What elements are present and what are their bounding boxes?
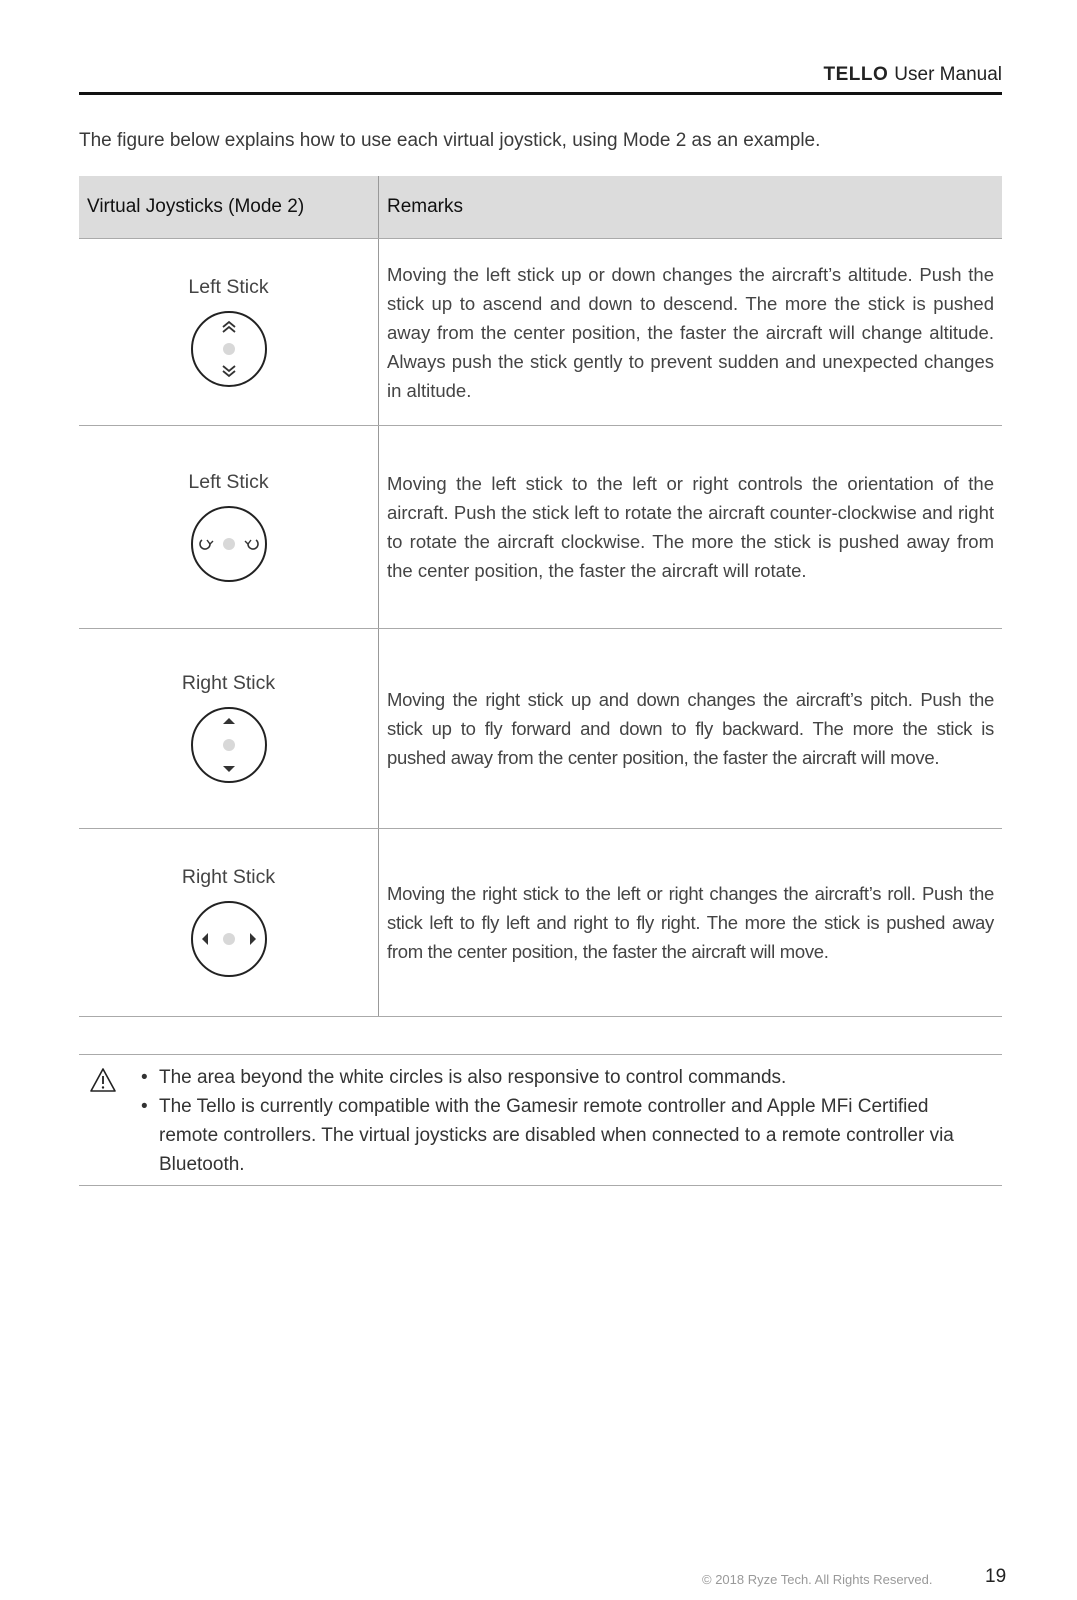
- table-row: [79, 829, 1002, 1017]
- stick-label: Left Stick: [188, 470, 269, 493]
- table-row: [79, 426, 1002, 629]
- header-brand: [824, 64, 1003, 86]
- joystick-table: [79, 176, 1002, 1017]
- joystick-cell: [79, 829, 379, 1017]
- stick-label: Left Stick: [188, 275, 269, 298]
- stick-label: Right Stick: [181, 672, 276, 694]
- remark-cell: Moving the left stick to the left or right controls the orientation of the aircraft. Push the stick left to rotate the aircraft counter-clockwise and right to rotate the aircraft clockwise. The more the stick is pushed away from the center position, the faster the aircraft will rotate.: [379, 426, 1003, 629]
- list-item: • The area beyond the white circles is also responsive to control commands.: [139, 1063, 969, 1092]
- remark-cell: Moving the right stick to the left or right changes the aircraft’s roll. Push the stick left to fly left and right to fly right. The more the stick is pushed away from the center position, the faster the aircraft will move.: [379, 829, 1003, 1017]
- remark-cell: Moving the left stick up or down changes the aircraft’s altitude. Push the stick up to ascend and down to descend. The more the stick is pushed away from the center position, the faster the aircraft will change altitude. Always push the stick gently to prevent sudden and unexpected changes in altitude.: [379, 239, 1003, 426]
- warning-triangle-icon: [89, 1067, 117, 1093]
- table-row: [79, 239, 1002, 426]
- table-header-row: [79, 176, 1002, 239]
- table-row: [79, 629, 1002, 829]
- altitude-arrows-icon: [189, 309, 269, 389]
- column-header-remarks: Remarks: [379, 176, 1003, 239]
- pitch-arrows-icon: [189, 705, 269, 785]
- page-number: 19: [985, 1566, 1007, 1587]
- joystick-cell: [79, 629, 379, 829]
- footer-copyright: © 2018 Ryze Tech. All Rights Reserved.: [702, 1572, 933, 1587]
- stick-label: Right Stick: [181, 866, 276, 888]
- notes-list: [139, 1063, 969, 1179]
- brand-name: TELLO: [823, 64, 889, 85]
- joystick-cell: [79, 239, 379, 426]
- list-item: • The Tello is currently compatible with the Gamesir remote controller and Apple MFi Certified remote controllers. The virtual joysticks are disabled when connected to a remote controller via Bluetooth.: [139, 1092, 969, 1179]
- notes-box: [79, 1054, 1002, 1186]
- brand-subtitle: User Manual: [894, 64, 1002, 85]
- page-header: [79, 60, 1002, 95]
- remark-cell: Moving the right stick up and down changes the aircraft’s pitch. Push the stick up to fly forward and down to fly backward. The more the stick is pushed away from the center position, the faster the aircraft will move.: [379, 629, 1003, 829]
- joystick-cell: [79, 426, 379, 629]
- rotate-arrows-icon: [189, 504, 269, 584]
- column-header-joysticks: Virtual Joysticks (Mode 2): [79, 176, 379, 239]
- roll-arrows-icon: [189, 899, 269, 979]
- intro-text: The figure below explains how to use each virtual joystick, using Mode 2 as an example.: [79, 130, 821, 151]
